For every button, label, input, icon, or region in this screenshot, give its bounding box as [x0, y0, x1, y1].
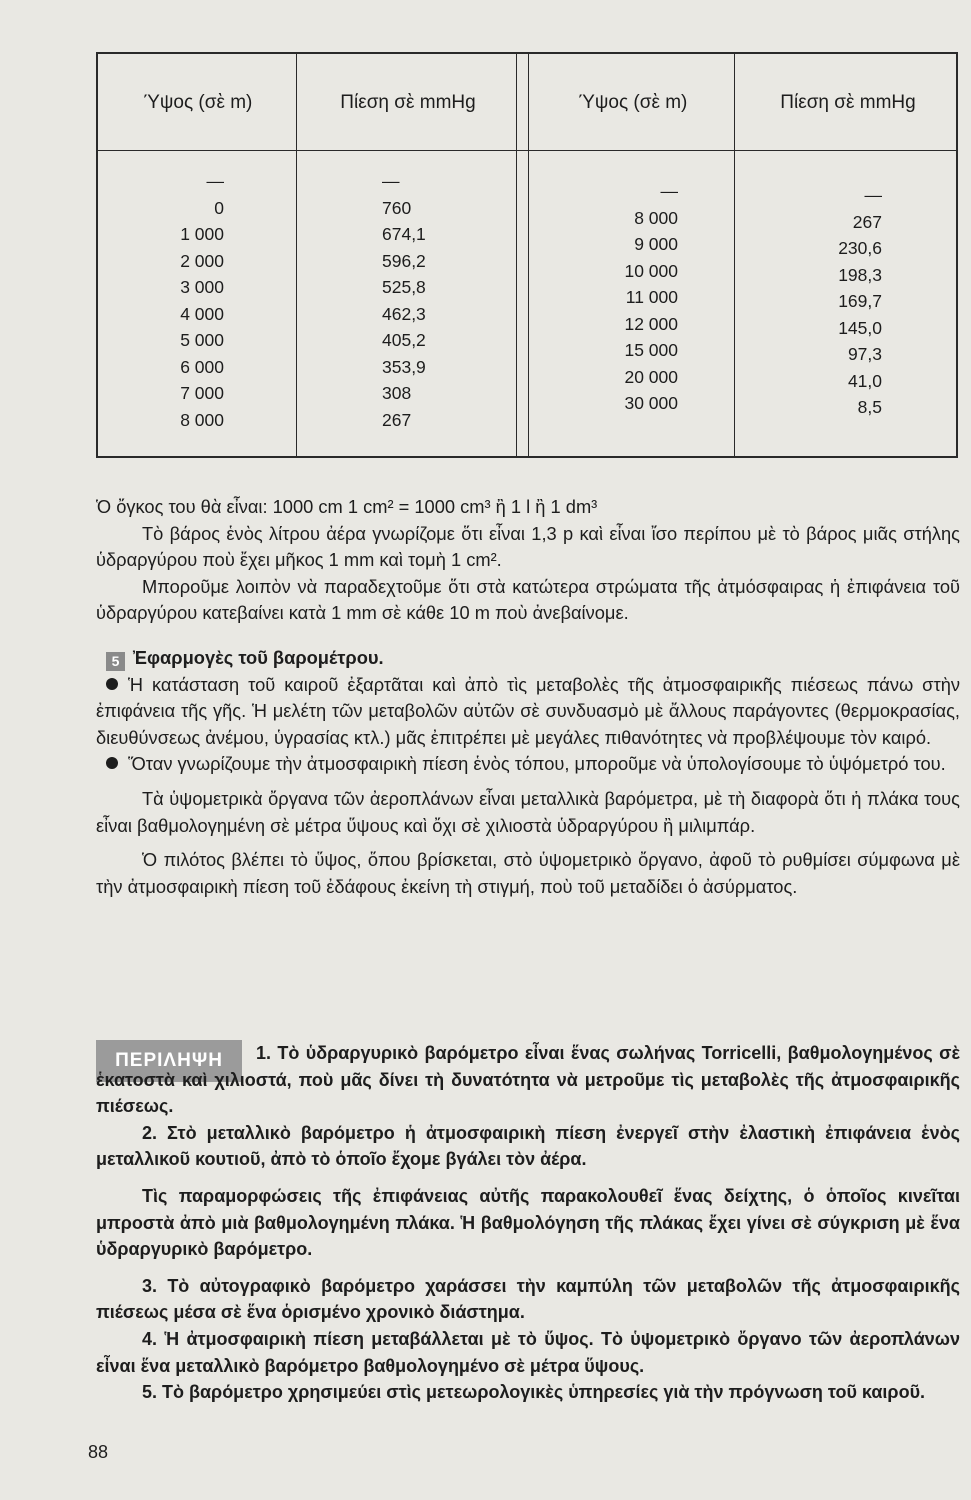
table-cell: 145,0 [838, 317, 882, 338]
left-height-column [168, 168, 224, 433]
altitude-pressure-table [96, 52, 958, 458]
table-cell: 267 [852, 211, 882, 232]
summary-item: 2. Στὸ μεταλλικὸ βαρόμετρο ἡ ἀτμοσφαιρικὴ πίεση ἐνεργεῖ στὴν ἐλαστικὴ ἐπιφάνεια ἑνὸς μεταλλικοῦ κουτιοῦ, ἀπὸ τὸ ὁποῖο ἔχομε βγάλει τὸν ἀέρα. [96, 1122, 960, 1170]
bullet-text: Ὅταν γνωρίζουμε τὴν ἀτμοσφαιρικὴ πίεση ἑνὸς τόπου, μποροῦμε νὰ ὑπολογίσουμε τὸ ὑψόμετρό του. [128, 753, 946, 775]
left-pressure-column [382, 168, 452, 433]
paragraph: Τὰ ὑψομετρικὰ ὄργανα τῶν ἀεροπλάνων εἶναι μεταλλικὰ βαρόμετρα, μὲ τὴ διαφορὰ ὅτι ἡ πλάκα τους εἶναι βαθμολογημένη σὲ μέτρα ὕψους καὶ ὄχι σὲ χιλιοστὰ ὑδραργύρου ἢ μιλιμπάρ. [96, 787, 960, 836]
header-height-left: Ύψος (σὲ m) [143, 92, 253, 113]
right-height-column [606, 178, 678, 417]
table-cell: 674,1 [382, 224, 426, 244]
paragraph: Ὁ πιλότος βλέπει τὸ ὕψος, ὅπου βρίσκεται, στὸ ὑψομετρικὸ ὄργανο, ἀφοῦ τὸ ρυθμίσει σύμφωνα μὲ τὴν ἀτμοσφαιρικὴ πίεση τοῦ ἐδάφους ἐκείνη τὴ στιγμή, ποὺ τοῦ μεταδίδει ὁ ἀσύρματος. [96, 849, 960, 897]
header-pressure-right: Πίεση σὲ mmHg [780, 92, 916, 113]
right-pressure-column [818, 182, 882, 421]
section-heading [96, 645, 960, 672]
summary-item: 4. Ἡ ἀτμοσφαιρικὴ πίεση μεταβάλλεται μὲ τὸ ὕψος. Τὸ ὑψομετρικὸ ὄργανο τῶν ἀεροπλάνων εἶναι ἕνα μεταλλικὸ βαρόμετρο βαθμολογημένο σὲ μέτρα ὕψους. [96, 1328, 960, 1376]
section-title: Ἐφαρμογὲς τοῦ βαρομέτρου. [133, 646, 384, 668]
summary-badge: ΠΕΡΙΛΗΨΗ [96, 1040, 242, 1082]
volume-line: Ὁ ὄγκος του θὰ εἶναι: 1000 cm 1 cm² = 1000 cm³ ἢ 1 l ἢ 1 dm³ [96, 496, 598, 517]
table-divider [734, 54, 735, 456]
table-cell: 0 [214, 197, 224, 218]
table-divider [516, 54, 517, 456]
paragraph: Μποροῦμε λοιπὸν νὰ παραδεχτοῦμε ὅτι στὰ κατώτερα στρώματα τῆς ἀτμόσφαιρας ἡ ἐπιφάνεια τοῦ ὑδραργύρου κατεβαίνει κατὰ 1 mm σὲ κάθε 10 m ποὺ ἀνεβαίνομε. [96, 575, 960, 624]
table-cell: 8 000 [634, 207, 678, 228]
table-cell: 30 000 [624, 393, 678, 413]
table-cell: 8,5 [857, 397, 882, 417]
table-cell: 353,9 [382, 356, 426, 377]
bullet-paragraph [96, 672, 960, 752]
body-text [96, 494, 960, 900]
bullet-icon [106, 678, 118, 690]
table-cell: 405,2 [382, 330, 426, 350]
table-header-rule [98, 150, 956, 151]
page-number: 88 [88, 1442, 109, 1462]
summary-item: 5. Τὸ βαρόμετρο χρησιμεύει στὶς μετεωρολογικὲς ὑπηρεσίες γιὰ τὴν πρόγνωση τοῦ καιροῦ. [142, 1382, 926, 1403]
table-cell: 10 000 [624, 260, 678, 281]
table-cell: 11 000 [625, 287, 678, 307]
bullet-paragraph [96, 751, 960, 778]
table-cell: 97,3 [847, 344, 882, 364]
table-cell: 760 [382, 197, 412, 218]
summary-item: Τὶς παραμορφώσεις τῆς ἐπιφάνειας αὐτῆς παρακολουθεῖ ἕνας δείχτης, ὁ ὁποῖος κινεῖται μπροστὰ ἀπὸ μιὰ βαθμολογημένη πλάκα. Ἡ βαθμολόγηση τῆς πλάκας ἔχει γίνει σὲ σύγκριση μὲ ἕνα ὑδραργυρικὸ βαρόμετρο. [96, 1185, 960, 1260]
summary-item: 3. Τὸ αὐτογραφικὸ βαρόμετρο χαράσσει τὴν καμπύλη τῶν μεταβολῶν τῆς ἀτμοσφαιρικῆς πιέσεως μέσα σὲ ἕνα ὁρισμένο χρονικὸ διάστημα. [96, 1275, 960, 1323]
summary-item: 1. Τὸ ὑδραργυρικὸ βαρόμετρο εἶναι ἕνας σωλήνας Torricelli, βαθμολογημένος σὲ ἑκατοστὰ καὶ χιλιοστά, ποὺ μᾶς δίνει τὴ δυνατότητα νὰ μετροῦμε τὶς μεταβολὲς τῆς ἀτμοσφαιρικῆς πιέσεως. [96, 1043, 960, 1117]
bullet-icon [106, 757, 118, 769]
table-cell: 8 000 [180, 409, 224, 430]
table-divider [528, 54, 529, 456]
table-cell: 41,0 [847, 370, 882, 391]
table-cell: 6 000 [180, 356, 224, 377]
table-cell: 7 000 [180, 383, 224, 403]
table-divider [296, 54, 297, 456]
summary-text [96, 1040, 960, 1406]
section-number-badge: 5 [106, 652, 125, 671]
header-height-right: Ύψος (σὲ m) [578, 92, 688, 113]
table-cell: 9 000 [634, 234, 678, 254]
table-cell: 15 000 [624, 340, 678, 360]
table-cell: 198,3 [838, 264, 882, 285]
table-cell: 1 000 [180, 224, 224, 244]
dash-cell: — [864, 185, 882, 205]
table-cell: 3 000 [180, 277, 224, 297]
table-cell: 2 000 [180, 250, 224, 271]
table-cell: 230,6 [838, 238, 882, 258]
table-cell: 596,2 [382, 250, 426, 271]
bullet-text: Ἡ κατάσταση τοῦ καιροῦ ἐξαρτᾶται καὶ ἀπὸ τὶς μεταβολὲς τῆς ἀτμοσφαιρικῆς πιέσεως πάνω στὴν ἐπιφάνεια τῆς γῆς. Ἡ μελέτη τῶν μεταβολῶν αὐτῶν σὲ συνδυασμὸ μὲ ἄλλους παράγοντες (θερμοκρασίας, διευθύνσεως ἀνέμου, ὑγρασίας κτλ.) μᾶς ἐπιτρέπει μὲ μεγάλες πιθανότητες νὰ προβλέψουμε τὸν καιρό. [96, 673, 960, 748]
dash-cell: — [206, 171, 224, 191]
table-cell: 20 000 [624, 366, 678, 387]
header-pressure-left: Πίεση σὲ mmHg [340, 92, 476, 113]
paragraph: Τὸ βάρος ἑνὸς λίτρου ἀέρα γνωρίζομε ὅτι εἶναι 1,3 p καὶ εἶναι ἴσο περίπου μὲ τὸ βάρος μιᾶς στήλης ὑδραργύρου ποὺ ἔχει μῆκος 1 mm καὶ τομὴ 1 cm². [96, 522, 960, 571]
table-cell: 267 [382, 409, 412, 430]
dash-cell: — [382, 171, 400, 191]
table-cell: 169,7 [838, 291, 882, 311]
table-cell: 308 [382, 383, 412, 403]
table-cell: 462,3 [382, 303, 426, 324]
table-cell: 12 000 [624, 313, 678, 334]
table-cell: 4 000 [180, 303, 224, 324]
table-cell: 525,8 [382, 277, 426, 297]
dash-cell: — [660, 181, 678, 201]
table-cell: 5 000 [180, 330, 224, 350]
